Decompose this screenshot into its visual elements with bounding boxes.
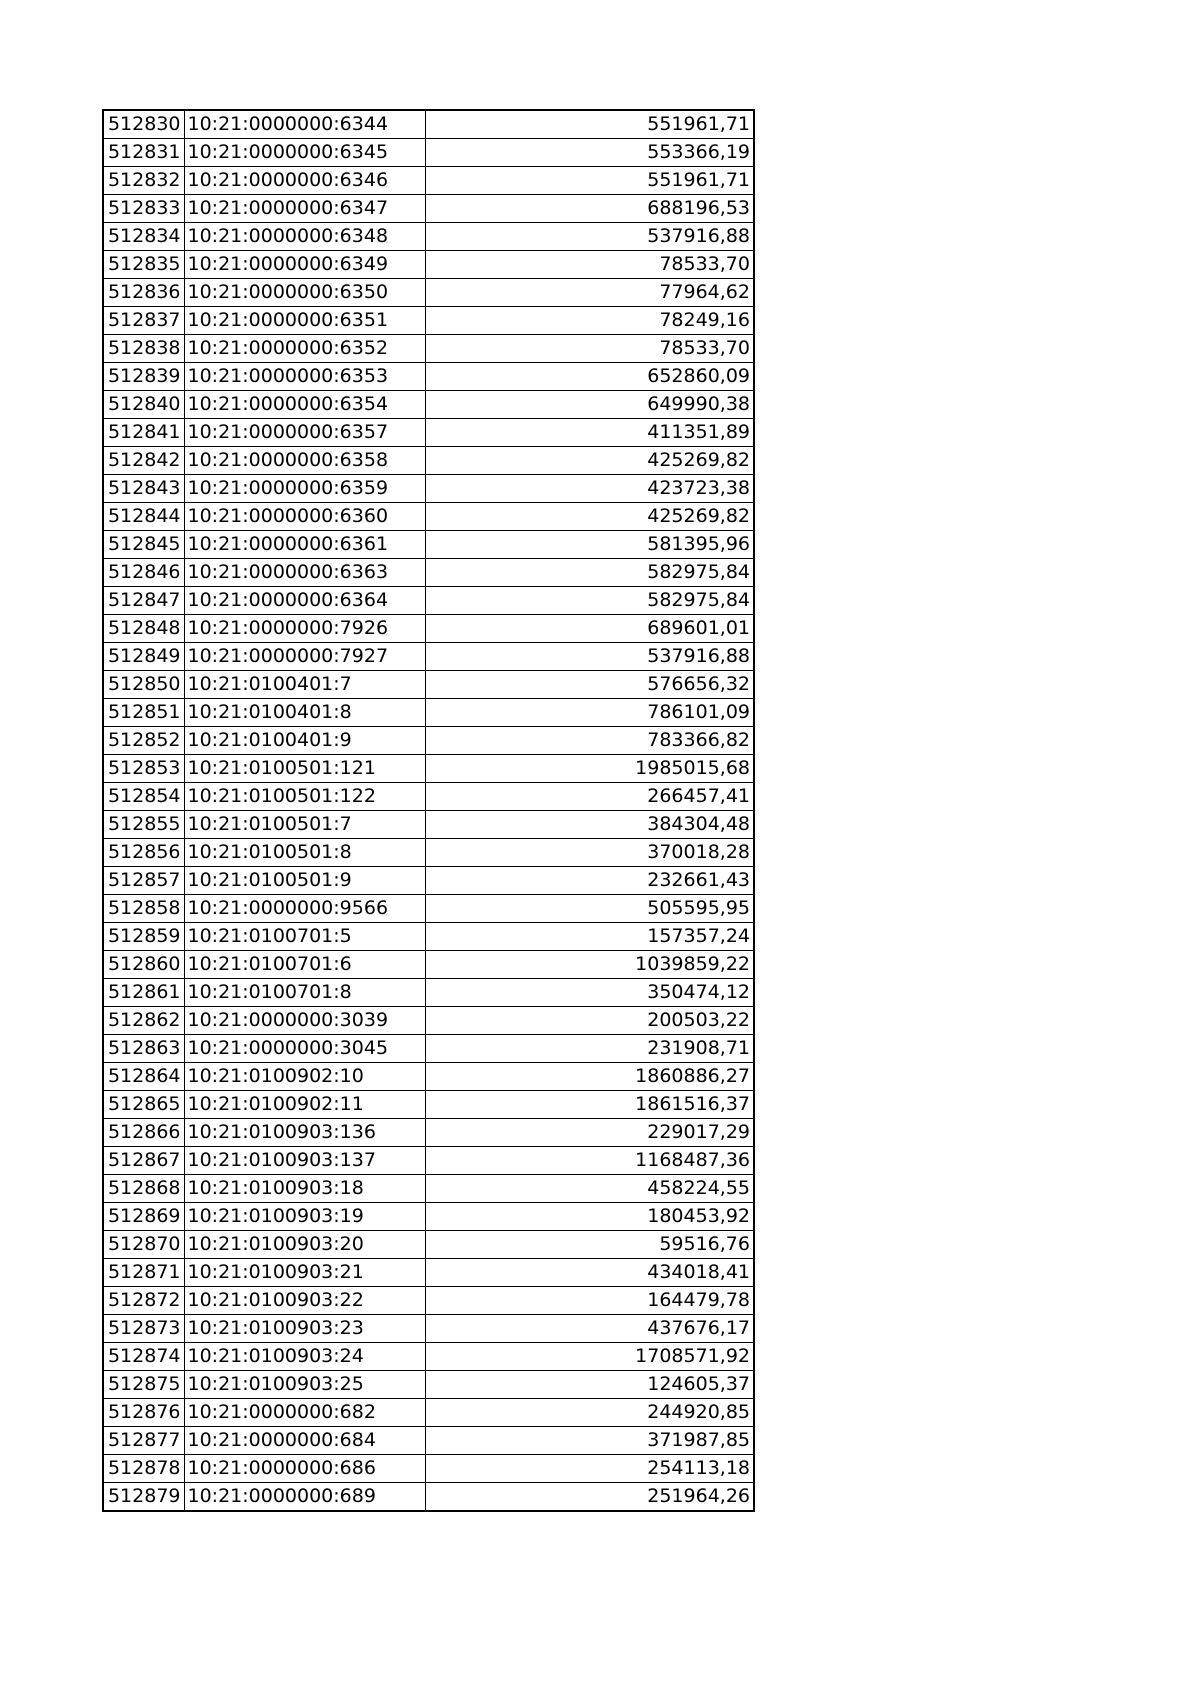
table-row — [103, 727, 754, 755]
value-cell: 1168487,36 — [425, 1147, 754, 1175]
row-id-cell: 512865 — [103, 1091, 184, 1119]
cadastral-number-cell: 10:21:0100903:137 — [184, 1147, 425, 1175]
row-id-cell: 512875 — [103, 1371, 184, 1399]
value-cell: 157357,24 — [425, 923, 754, 951]
value-cell: 786101,09 — [425, 699, 754, 727]
value-cell: 371987,85 — [425, 1427, 754, 1455]
table-row — [103, 895, 754, 923]
table-row — [103, 1455, 754, 1483]
row-id-cell: 512839 — [103, 363, 184, 391]
value-cell: 537916,88 — [425, 223, 754, 251]
value-cell: 1860886,27 — [425, 1063, 754, 1091]
value-cell: 1039859,22 — [425, 951, 754, 979]
row-id-cell: 512867 — [103, 1147, 184, 1175]
cadastral-number-cell: 10:21:0100401:9 — [184, 727, 425, 755]
row-id-cell: 512852 — [103, 727, 184, 755]
row-id-cell: 512834 — [103, 223, 184, 251]
table-row — [103, 671, 754, 699]
value-cell: 425269,82 — [425, 447, 754, 475]
cadastral-number-cell: 10:21:0000000:689 — [184, 1483, 425, 1512]
table-row — [103, 1427, 754, 1455]
value-cell: 553366,19 — [425, 139, 754, 167]
cadastral-number-cell: 10:21:0000000:6346 — [184, 167, 425, 195]
row-id-cell: 512835 — [103, 251, 184, 279]
row-id-cell: 512847 — [103, 587, 184, 615]
value-cell: 78249,16 — [425, 307, 754, 335]
value-cell: 229017,29 — [425, 1119, 754, 1147]
value-cell: 411351,89 — [425, 419, 754, 447]
row-id-cell: 512859 — [103, 923, 184, 951]
table-row — [103, 531, 754, 559]
table-row — [103, 251, 754, 279]
table-row — [103, 447, 754, 475]
row-id-cell: 512836 — [103, 279, 184, 307]
cadastral-number-cell: 10:21:0100903:24 — [184, 1343, 425, 1371]
value-cell: 576656,32 — [425, 671, 754, 699]
value-cell: 231908,71 — [425, 1035, 754, 1063]
row-id-cell: 512842 — [103, 447, 184, 475]
row-id-cell: 512849 — [103, 643, 184, 671]
cadastral-number-cell: 10:21:0000000:6351 — [184, 307, 425, 335]
table-row — [103, 195, 754, 223]
table-row — [103, 643, 754, 671]
table-row — [103, 699, 754, 727]
value-cell: 649990,38 — [425, 391, 754, 419]
cadastral-value-table — [102, 109, 755, 1512]
table-row — [103, 979, 754, 1007]
table-row — [103, 1343, 754, 1371]
value-cell: 384304,48 — [425, 811, 754, 839]
value-cell: 423723,38 — [425, 475, 754, 503]
row-id-cell: 512877 — [103, 1427, 184, 1455]
cadastral-number-cell: 10:21:0000000:6361 — [184, 531, 425, 559]
cadastral-number-cell: 10:21:0000000:6344 — [184, 110, 425, 139]
cadastral-number-cell: 10:21:0100501:8 — [184, 839, 425, 867]
value-cell: 370018,28 — [425, 839, 754, 867]
row-id-cell: 512830 — [103, 110, 184, 139]
value-cell: 689601,01 — [425, 615, 754, 643]
value-cell: 124605,37 — [425, 1371, 754, 1399]
cadastral-number-cell: 10:21:0000000:6360 — [184, 503, 425, 531]
cadastral-number-cell: 10:21:0100501:9 — [184, 867, 425, 895]
cadastral-number-cell: 10:21:0100903:25 — [184, 1371, 425, 1399]
table-row — [103, 839, 754, 867]
table-row — [103, 1147, 754, 1175]
row-id-cell: 512862 — [103, 1007, 184, 1035]
cadastral-number-cell: 10:21:0100401:7 — [184, 671, 425, 699]
value-cell: 266457,41 — [425, 783, 754, 811]
row-id-cell: 512871 — [103, 1259, 184, 1287]
row-id-cell: 512841 — [103, 419, 184, 447]
value-cell: 251964,26 — [425, 1483, 754, 1512]
table-row — [103, 1119, 754, 1147]
table-row — [103, 559, 754, 587]
table-row — [103, 1371, 754, 1399]
value-cell: 425269,82 — [425, 503, 754, 531]
value-cell: 59516,76 — [425, 1231, 754, 1259]
value-cell: 581395,96 — [425, 531, 754, 559]
row-id-cell: 512873 — [103, 1315, 184, 1343]
value-cell: 688196,53 — [425, 195, 754, 223]
cadastral-number-cell: 10:21:0100903:18 — [184, 1175, 425, 1203]
cadastral-number-cell: 10:21:0000000:6353 — [184, 363, 425, 391]
row-id-cell: 512855 — [103, 811, 184, 839]
table-row — [103, 1175, 754, 1203]
value-cell: 458224,55 — [425, 1175, 754, 1203]
row-id-cell: 512863 — [103, 1035, 184, 1063]
cadastral-number-cell: 10:21:0100902:10 — [184, 1063, 425, 1091]
value-cell: 434018,41 — [425, 1259, 754, 1287]
cadastral-number-cell: 10:21:0100501:121 — [184, 755, 425, 783]
value-cell: 783366,82 — [425, 727, 754, 755]
table-row — [103, 475, 754, 503]
cadastral-number-cell: 10:21:0100903:136 — [184, 1119, 425, 1147]
table-row — [103, 811, 754, 839]
table-row — [103, 783, 754, 811]
row-id-cell: 512843 — [103, 475, 184, 503]
table-row — [103, 279, 754, 307]
cadastral-number-cell: 10:21:0000000:684 — [184, 1427, 425, 1455]
row-id-cell: 512844 — [103, 503, 184, 531]
value-cell: 537916,88 — [425, 643, 754, 671]
row-id-cell: 512869 — [103, 1203, 184, 1231]
cadastral-number-cell: 10:21:0000000:6352 — [184, 335, 425, 363]
row-id-cell: 512838 — [103, 335, 184, 363]
cadastral-number-cell: 10:21:0100903:21 — [184, 1259, 425, 1287]
row-id-cell: 512860 — [103, 951, 184, 979]
row-id-cell: 512856 — [103, 839, 184, 867]
row-id-cell: 512854 — [103, 783, 184, 811]
cadastral-number-cell: 10:21:0000000:6350 — [184, 279, 425, 307]
row-id-cell: 512868 — [103, 1175, 184, 1203]
value-cell: 505595,95 — [425, 895, 754, 923]
cadastral-number-cell: 10:21:0000000:686 — [184, 1455, 425, 1483]
row-id-cell: 512864 — [103, 1063, 184, 1091]
value-cell: 350474,12 — [425, 979, 754, 1007]
cadastral-number-cell: 10:21:0000000:9566 — [184, 895, 425, 923]
cadastral-number-cell: 10:21:0000000:6354 — [184, 391, 425, 419]
row-id-cell: 512866 — [103, 1119, 184, 1147]
row-id-cell: 512848 — [103, 615, 184, 643]
value-cell: 78533,70 — [425, 251, 754, 279]
cadastral-number-cell: 10:21:0000000:6357 — [184, 419, 425, 447]
cadastral-number-cell: 10:21:0100701:6 — [184, 951, 425, 979]
table-row — [103, 1483, 754, 1512]
row-id-cell: 512851 — [103, 699, 184, 727]
table-row — [103, 867, 754, 895]
cadastral-number-cell: 10:21:0100701:8 — [184, 979, 425, 1007]
table-row — [103, 587, 754, 615]
cadastral-number-cell: 10:21:0000000:6348 — [184, 223, 425, 251]
row-id-cell: 512840 — [103, 391, 184, 419]
cadastral-number-cell: 10:21:0000000:7927 — [184, 643, 425, 671]
row-id-cell: 512833 — [103, 195, 184, 223]
table-row — [103, 503, 754, 531]
row-id-cell: 512858 — [103, 895, 184, 923]
row-id-cell: 512846 — [103, 559, 184, 587]
value-cell: 164479,78 — [425, 1287, 754, 1315]
row-id-cell: 512876 — [103, 1399, 184, 1427]
value-cell: 77964,62 — [425, 279, 754, 307]
row-id-cell: 512845 — [103, 531, 184, 559]
table-row — [103, 1063, 754, 1091]
table-row — [103, 110, 754, 139]
cadastral-number-cell: 10:21:0000000:6358 — [184, 447, 425, 475]
cadastral-number-cell: 10:21:0000000:6345 — [184, 139, 425, 167]
table-row — [103, 951, 754, 979]
value-cell: 551961,71 — [425, 110, 754, 139]
cadastral-number-cell: 10:21:0100903:19 — [184, 1203, 425, 1231]
row-id-cell: 512850 — [103, 671, 184, 699]
value-cell: 437676,17 — [425, 1315, 754, 1343]
row-id-cell: 512870 — [103, 1231, 184, 1259]
row-id-cell: 512878 — [103, 1455, 184, 1483]
table-row — [103, 1231, 754, 1259]
value-cell: 232661,43 — [425, 867, 754, 895]
row-id-cell: 512872 — [103, 1287, 184, 1315]
cadastral-number-cell: 10:21:0000000:6363 — [184, 559, 425, 587]
cadastral-number-cell: 10:21:0000000:7926 — [184, 615, 425, 643]
table-row — [103, 1287, 754, 1315]
cadastral-number-cell: 10:21:0000000:6349 — [184, 251, 425, 279]
value-cell: 78533,70 — [425, 335, 754, 363]
value-cell: 1708571,92 — [425, 1343, 754, 1371]
cadastral-number-cell: 10:21:0100903:23 — [184, 1315, 425, 1343]
row-id-cell: 512832 — [103, 167, 184, 195]
value-cell: 254113,18 — [425, 1455, 754, 1483]
table-row — [103, 167, 754, 195]
table-row — [103, 1399, 754, 1427]
value-cell: 582975,84 — [425, 587, 754, 615]
value-cell: 1861516,37 — [425, 1091, 754, 1119]
cadastral-number-cell: 10:21:0100902:11 — [184, 1091, 425, 1119]
value-cell: 1985015,68 — [425, 755, 754, 783]
value-cell: 652860,09 — [425, 363, 754, 391]
row-id-cell: 512857 — [103, 867, 184, 895]
cadastral-number-cell: 10:21:0100501:122 — [184, 783, 425, 811]
table-row — [103, 1007, 754, 1035]
cadastral-number-cell: 10:21:0000000:682 — [184, 1399, 425, 1427]
value-cell: 180453,92 — [425, 1203, 754, 1231]
value-cell: 551961,71 — [425, 167, 754, 195]
row-id-cell: 512831 — [103, 139, 184, 167]
cadastral-number-cell: 10:21:0000000:6364 — [184, 587, 425, 615]
table-row — [103, 1091, 754, 1119]
table-body — [103, 110, 754, 1511]
table-row — [103, 923, 754, 951]
table-row — [103, 307, 754, 335]
table-row — [103, 1035, 754, 1063]
value-cell: 244920,85 — [425, 1399, 754, 1427]
cadastral-number-cell: 10:21:0100501:7 — [184, 811, 425, 839]
row-id-cell: 512879 — [103, 1483, 184, 1512]
table-row — [103, 335, 754, 363]
cadastral-number-cell: 10:21:0000000:6347 — [184, 195, 425, 223]
table-row — [103, 1315, 754, 1343]
value-cell: 582975,84 — [425, 559, 754, 587]
cadastral-number-cell: 10:21:0000000:3045 — [184, 1035, 425, 1063]
table-row — [103, 1203, 754, 1231]
table-row — [103, 223, 754, 251]
cadastral-number-cell: 10:21:0100701:5 — [184, 923, 425, 951]
cadastral-number-cell: 10:21:0000000:6359 — [184, 475, 425, 503]
table-row — [103, 755, 754, 783]
row-id-cell: 512861 — [103, 979, 184, 1007]
table-row — [103, 363, 754, 391]
value-cell: 200503,22 — [425, 1007, 754, 1035]
cadastral-number-cell: 10:21:0100903:20 — [184, 1231, 425, 1259]
table-row — [103, 139, 754, 167]
cadastral-number-cell: 10:21:0100903:22 — [184, 1287, 425, 1315]
cadastral-number-cell: 10:21:0000000:3039 — [184, 1007, 425, 1035]
table-row — [103, 419, 754, 447]
row-id-cell: 512853 — [103, 755, 184, 783]
table-row — [103, 615, 754, 643]
table-row — [103, 391, 754, 419]
table-row — [103, 1259, 754, 1287]
row-id-cell: 512874 — [103, 1343, 184, 1371]
cadastral-number-cell: 10:21:0100401:8 — [184, 699, 425, 727]
row-id-cell: 512837 — [103, 307, 184, 335]
